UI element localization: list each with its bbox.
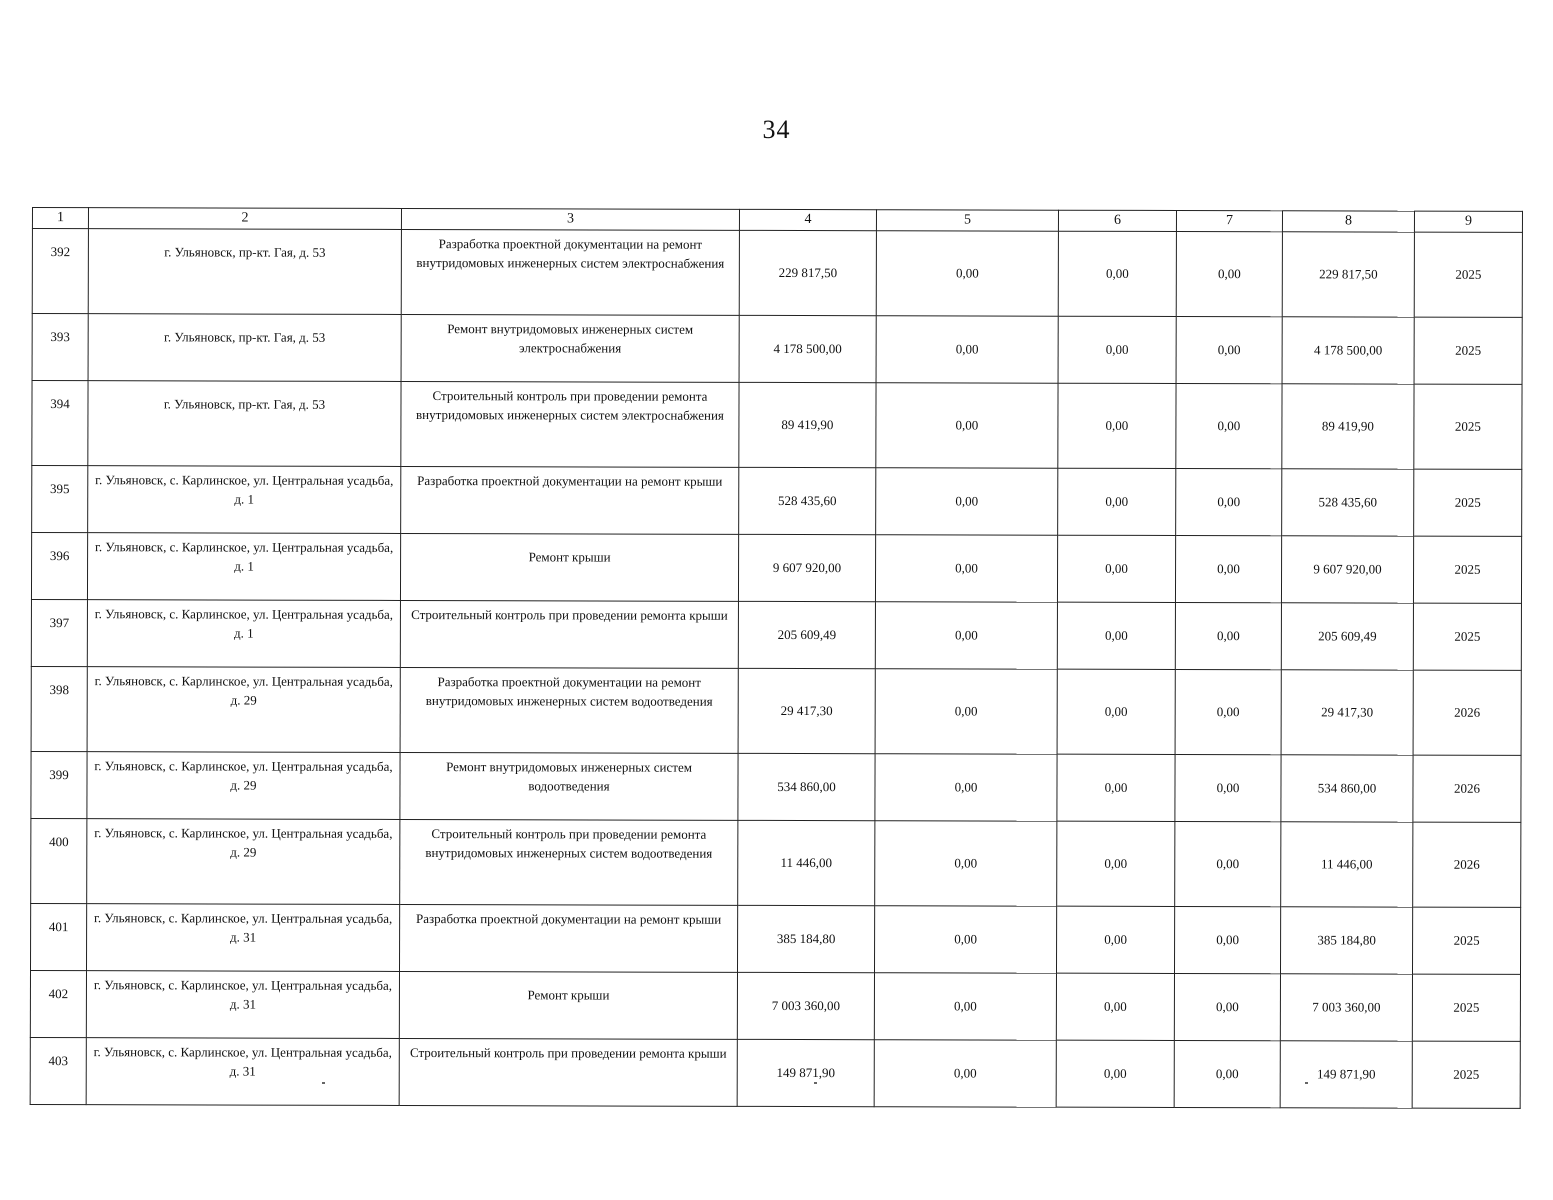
address-cell: г. Ульяновск, пр-кт. Гая, д. 53 bbox=[88, 381, 401, 467]
amount-cell-4: 205 609,49 bbox=[738, 602, 875, 669]
row-number: 392 bbox=[32, 229, 88, 314]
row-number: 402 bbox=[30, 971, 86, 1038]
amount-cell-7: 0,00 bbox=[1174, 974, 1280, 1041]
amount-cell-8: 9 607 920,00 bbox=[1281, 536, 1413, 603]
table-row bbox=[30, 971, 1520, 1042]
page-number: 34 bbox=[762, 115, 791, 144]
year-cell: 2025 bbox=[1414, 317, 1522, 384]
col-header-5: 5 bbox=[876, 210, 1058, 232]
table-row bbox=[31, 819, 1521, 908]
year-cell: 2025 bbox=[1414, 469, 1522, 536]
year-cell: 2025 bbox=[1412, 1041, 1520, 1108]
amount-cell-5: 0,00 bbox=[876, 316, 1058, 383]
col-header-6: 6 bbox=[1058, 210, 1176, 232]
amount-cell-4: 534 860,00 bbox=[738, 754, 875, 821]
table-row bbox=[32, 466, 1522, 537]
col-header-7: 7 bbox=[1176, 210, 1282, 232]
amount-cell-6: 0,00 bbox=[1057, 754, 1175, 821]
address-cell: г. Ульяновск, с. Карлинское, ул. Центральная усадьба, д. 29 bbox=[87, 752, 400, 820]
year-cell: 2025 bbox=[1412, 974, 1520, 1041]
address-cell: г. Ульяновск, с. Карлинское, ул. Центральная усадьба, д. 31 bbox=[86, 1038, 399, 1106]
table-row bbox=[31, 533, 1521, 604]
work-type-cell: Разработка проектной документации на ремонт внутридомовых инженерных систем электроснабжения bbox=[401, 230, 739, 316]
amount-cell-8: 229 817,50 bbox=[1282, 232, 1414, 317]
amount-cell-6: 0,00 bbox=[1056, 906, 1174, 973]
address-cell: г. Ульяновск, с. Карлинское, ул. Центральная усадьба, д. 1 bbox=[87, 533, 400, 601]
table-row bbox=[31, 667, 1521, 756]
amount-cell-7: 0,00 bbox=[1176, 469, 1282, 536]
address-cell: г. Ульяновск, с. Карлинское, ул. Центральная усадьба, д. 31 bbox=[87, 904, 400, 972]
table-row bbox=[32, 229, 1522, 318]
amount-cell-7: 0,00 bbox=[1175, 822, 1281, 907]
work-type-cell: Ремонт крыши bbox=[399, 972, 737, 1040]
amount-cell-5: 0,00 bbox=[875, 754, 1057, 821]
budget-table bbox=[30, 207, 1523, 1109]
amount-cell-7: 0,00 bbox=[1175, 536, 1281, 603]
amount-cell-8: 11 446,00 bbox=[1281, 822, 1413, 907]
work-type-cell: Строительный контроль при проведении ремонта крыши bbox=[400, 601, 738, 669]
amount-cell-8: 385 184,80 bbox=[1280, 907, 1412, 974]
amount-cell-5: 0,00 bbox=[875, 602, 1057, 669]
row-number: 396 bbox=[31, 533, 87, 600]
amount-cell-7: 0,00 bbox=[1176, 384, 1282, 469]
year-cell: 2025 bbox=[1414, 232, 1522, 317]
col-header-2: 2 bbox=[88, 208, 401, 230]
amount-cell-6: 0,00 bbox=[1058, 316, 1176, 383]
amount-cell-5: 0,00 bbox=[875, 669, 1057, 754]
row-number: 393 bbox=[32, 314, 88, 381]
amount-cell-4: 4 178 500,00 bbox=[739, 316, 876, 383]
amount-cell-5: 0,00 bbox=[876, 231, 1058, 316]
table-row bbox=[31, 600, 1521, 671]
amount-cell-6: 0,00 bbox=[1057, 602, 1175, 669]
amount-cell-8: 205 609,49 bbox=[1281, 603, 1413, 670]
row-number: 397 bbox=[31, 600, 87, 667]
amount-cell-6: 0,00 bbox=[1056, 973, 1174, 1040]
year-cell: 2026 bbox=[1413, 822, 1521, 907]
amount-cell-7: 0,00 bbox=[1176, 232, 1282, 317]
work-type-cell: Разработка проектной документации на ремонт внутридомовых инженерных систем водоотведения bbox=[400, 668, 738, 754]
address-cell: г. Ульяновск, с. Карлинское, ул. Центральная усадьба, д. 31 bbox=[86, 971, 399, 1039]
address-cell: г. Ульяновск, пр-кт. Гая, д. 53 bbox=[88, 229, 401, 315]
amount-cell-8: 7 003 360,00 bbox=[1280, 974, 1412, 1041]
amount-cell-8: 89 419,90 bbox=[1282, 384, 1414, 469]
address-cell: г. Ульяновск, с. Карлинское, ул. Центральная усадьба, д. 1 bbox=[87, 600, 400, 668]
amount-cell-5: 0,00 bbox=[876, 383, 1058, 468]
amount-cell-7: 0,00 bbox=[1175, 603, 1281, 670]
amount-cell-6: 0,00 bbox=[1058, 468, 1176, 535]
row-number: 398 bbox=[31, 667, 87, 752]
year-cell: 2025 bbox=[1413, 536, 1521, 603]
col-header-4: 4 bbox=[739, 209, 876, 231]
amount-cell-6: 0,00 bbox=[1057, 535, 1175, 602]
scan-speck bbox=[1305, 1082, 1308, 1084]
amount-cell-7: 0,00 bbox=[1175, 755, 1281, 822]
work-type-cell: Строительный контроль при проведении ремонта внутридомовых инженерных систем водоотведения bbox=[400, 820, 738, 906]
amount-cell-8: 29 417,30 bbox=[1281, 670, 1413, 755]
amount-cell-5: 0,00 bbox=[876, 468, 1058, 535]
amount-cell-7: 0,00 bbox=[1174, 1041, 1280, 1108]
work-type-cell: Строительный контроль при проведении ремонта внутридомовых инженерных систем электроснабжения bbox=[401, 382, 739, 468]
year-cell: 2026 bbox=[1413, 755, 1521, 822]
amount-cell-4: 89 419,90 bbox=[739, 383, 876, 468]
amount-cell-6: 0,00 bbox=[1056, 1040, 1174, 1107]
amount-cell-5: 0,00 bbox=[875, 821, 1057, 906]
table-row bbox=[32, 314, 1522, 385]
work-type-cell: Разработка проектной документации на ремонт крыши bbox=[401, 467, 739, 535]
work-type-cell: Ремонт внутридомовых инженерных систем электроснабжения bbox=[401, 315, 739, 383]
amount-cell-4: 29 417,30 bbox=[738, 669, 875, 754]
work-type-cell: Ремонт крыши bbox=[400, 534, 738, 602]
row-number: 394 bbox=[32, 381, 88, 466]
scan-speck bbox=[814, 1082, 817, 1084]
amount-cell-5: 0,00 bbox=[874, 973, 1056, 1040]
amount-cell-5: 0,00 bbox=[875, 535, 1057, 602]
row-number: 401 bbox=[31, 904, 87, 971]
amount-cell-4: 149 871,90 bbox=[737, 1040, 874, 1107]
row-number: 403 bbox=[30, 1038, 86, 1105]
col-header-3: 3 bbox=[401, 208, 739, 230]
address-cell: г. Ульяновск, с. Карлинское, ул. Центральная усадьба, д. 1 bbox=[88, 466, 401, 534]
col-header-1: 1 bbox=[32, 208, 88, 229]
amount-cell-6: 0,00 bbox=[1057, 669, 1175, 754]
amount-cell-4: 385 184,80 bbox=[737, 906, 874, 973]
amount-cell-8: 534 860,00 bbox=[1281, 755, 1413, 822]
year-cell: 2025 bbox=[1412, 907, 1520, 974]
amount-cell-4: 229 817,50 bbox=[739, 231, 876, 316]
table-row bbox=[32, 381, 1522, 470]
amount-cell-4: 7 003 360,00 bbox=[737, 973, 874, 1040]
address-cell: г. Ульяновск, пр-кт. Гая, д. 53 bbox=[88, 314, 401, 382]
amount-cell-4: 528 435,60 bbox=[739, 468, 876, 535]
work-type-cell: Ремонт внутридомовых инженерных систем водоотведения bbox=[400, 753, 738, 821]
year-cell: 2026 bbox=[1413, 670, 1521, 755]
table-row bbox=[31, 904, 1521, 975]
work-type-cell: Строительный контроль при проведении ремонта крыши bbox=[399, 1039, 737, 1107]
amount-cell-7: 0,00 bbox=[1174, 907, 1280, 974]
amount-cell-5: 0,00 bbox=[874, 1040, 1056, 1107]
work-type-cell: Разработка проектной документации на ремонт крыши bbox=[399, 905, 737, 973]
table-row bbox=[31, 752, 1521, 823]
table-row bbox=[30, 1038, 1520, 1109]
scan-speck bbox=[322, 1082, 325, 1084]
address-cell: г. Ульяновск, с. Карлинское, ул. Центральная усадьба, д. 29 bbox=[87, 667, 400, 753]
amount-cell-6: 0,00 bbox=[1057, 821, 1175, 906]
address-cell: г. Ульяновск, с. Карлинское, ул. Центральная усадьба, д. 29 bbox=[87, 819, 400, 905]
row-number: 400 bbox=[31, 819, 87, 904]
amount-cell-6: 0,00 bbox=[1058, 231, 1176, 316]
row-number: 399 bbox=[31, 752, 87, 819]
amount-cell-4: 11 446,00 bbox=[738, 821, 875, 906]
amount-cell-6: 0,00 bbox=[1058, 383, 1176, 468]
amount-cell-8: 4 178 500,00 bbox=[1282, 317, 1414, 384]
col-header-9: 9 bbox=[1414, 211, 1522, 233]
amount-cell-7: 0,00 bbox=[1176, 317, 1282, 384]
year-cell: 2025 bbox=[1413, 603, 1521, 670]
amount-cell-4: 9 607 920,00 bbox=[738, 535, 875, 602]
col-header-8: 8 bbox=[1282, 211, 1414, 233]
year-cell: 2025 bbox=[1414, 384, 1522, 469]
amount-cell-8: 149 871,90 bbox=[1280, 1041, 1412, 1108]
amount-cell-5: 0,00 bbox=[874, 906, 1056, 973]
row-number: 395 bbox=[32, 466, 88, 533]
amount-cell-7: 0,00 bbox=[1175, 670, 1281, 755]
amount-cell-8: 528 435,60 bbox=[1282, 469, 1414, 536]
